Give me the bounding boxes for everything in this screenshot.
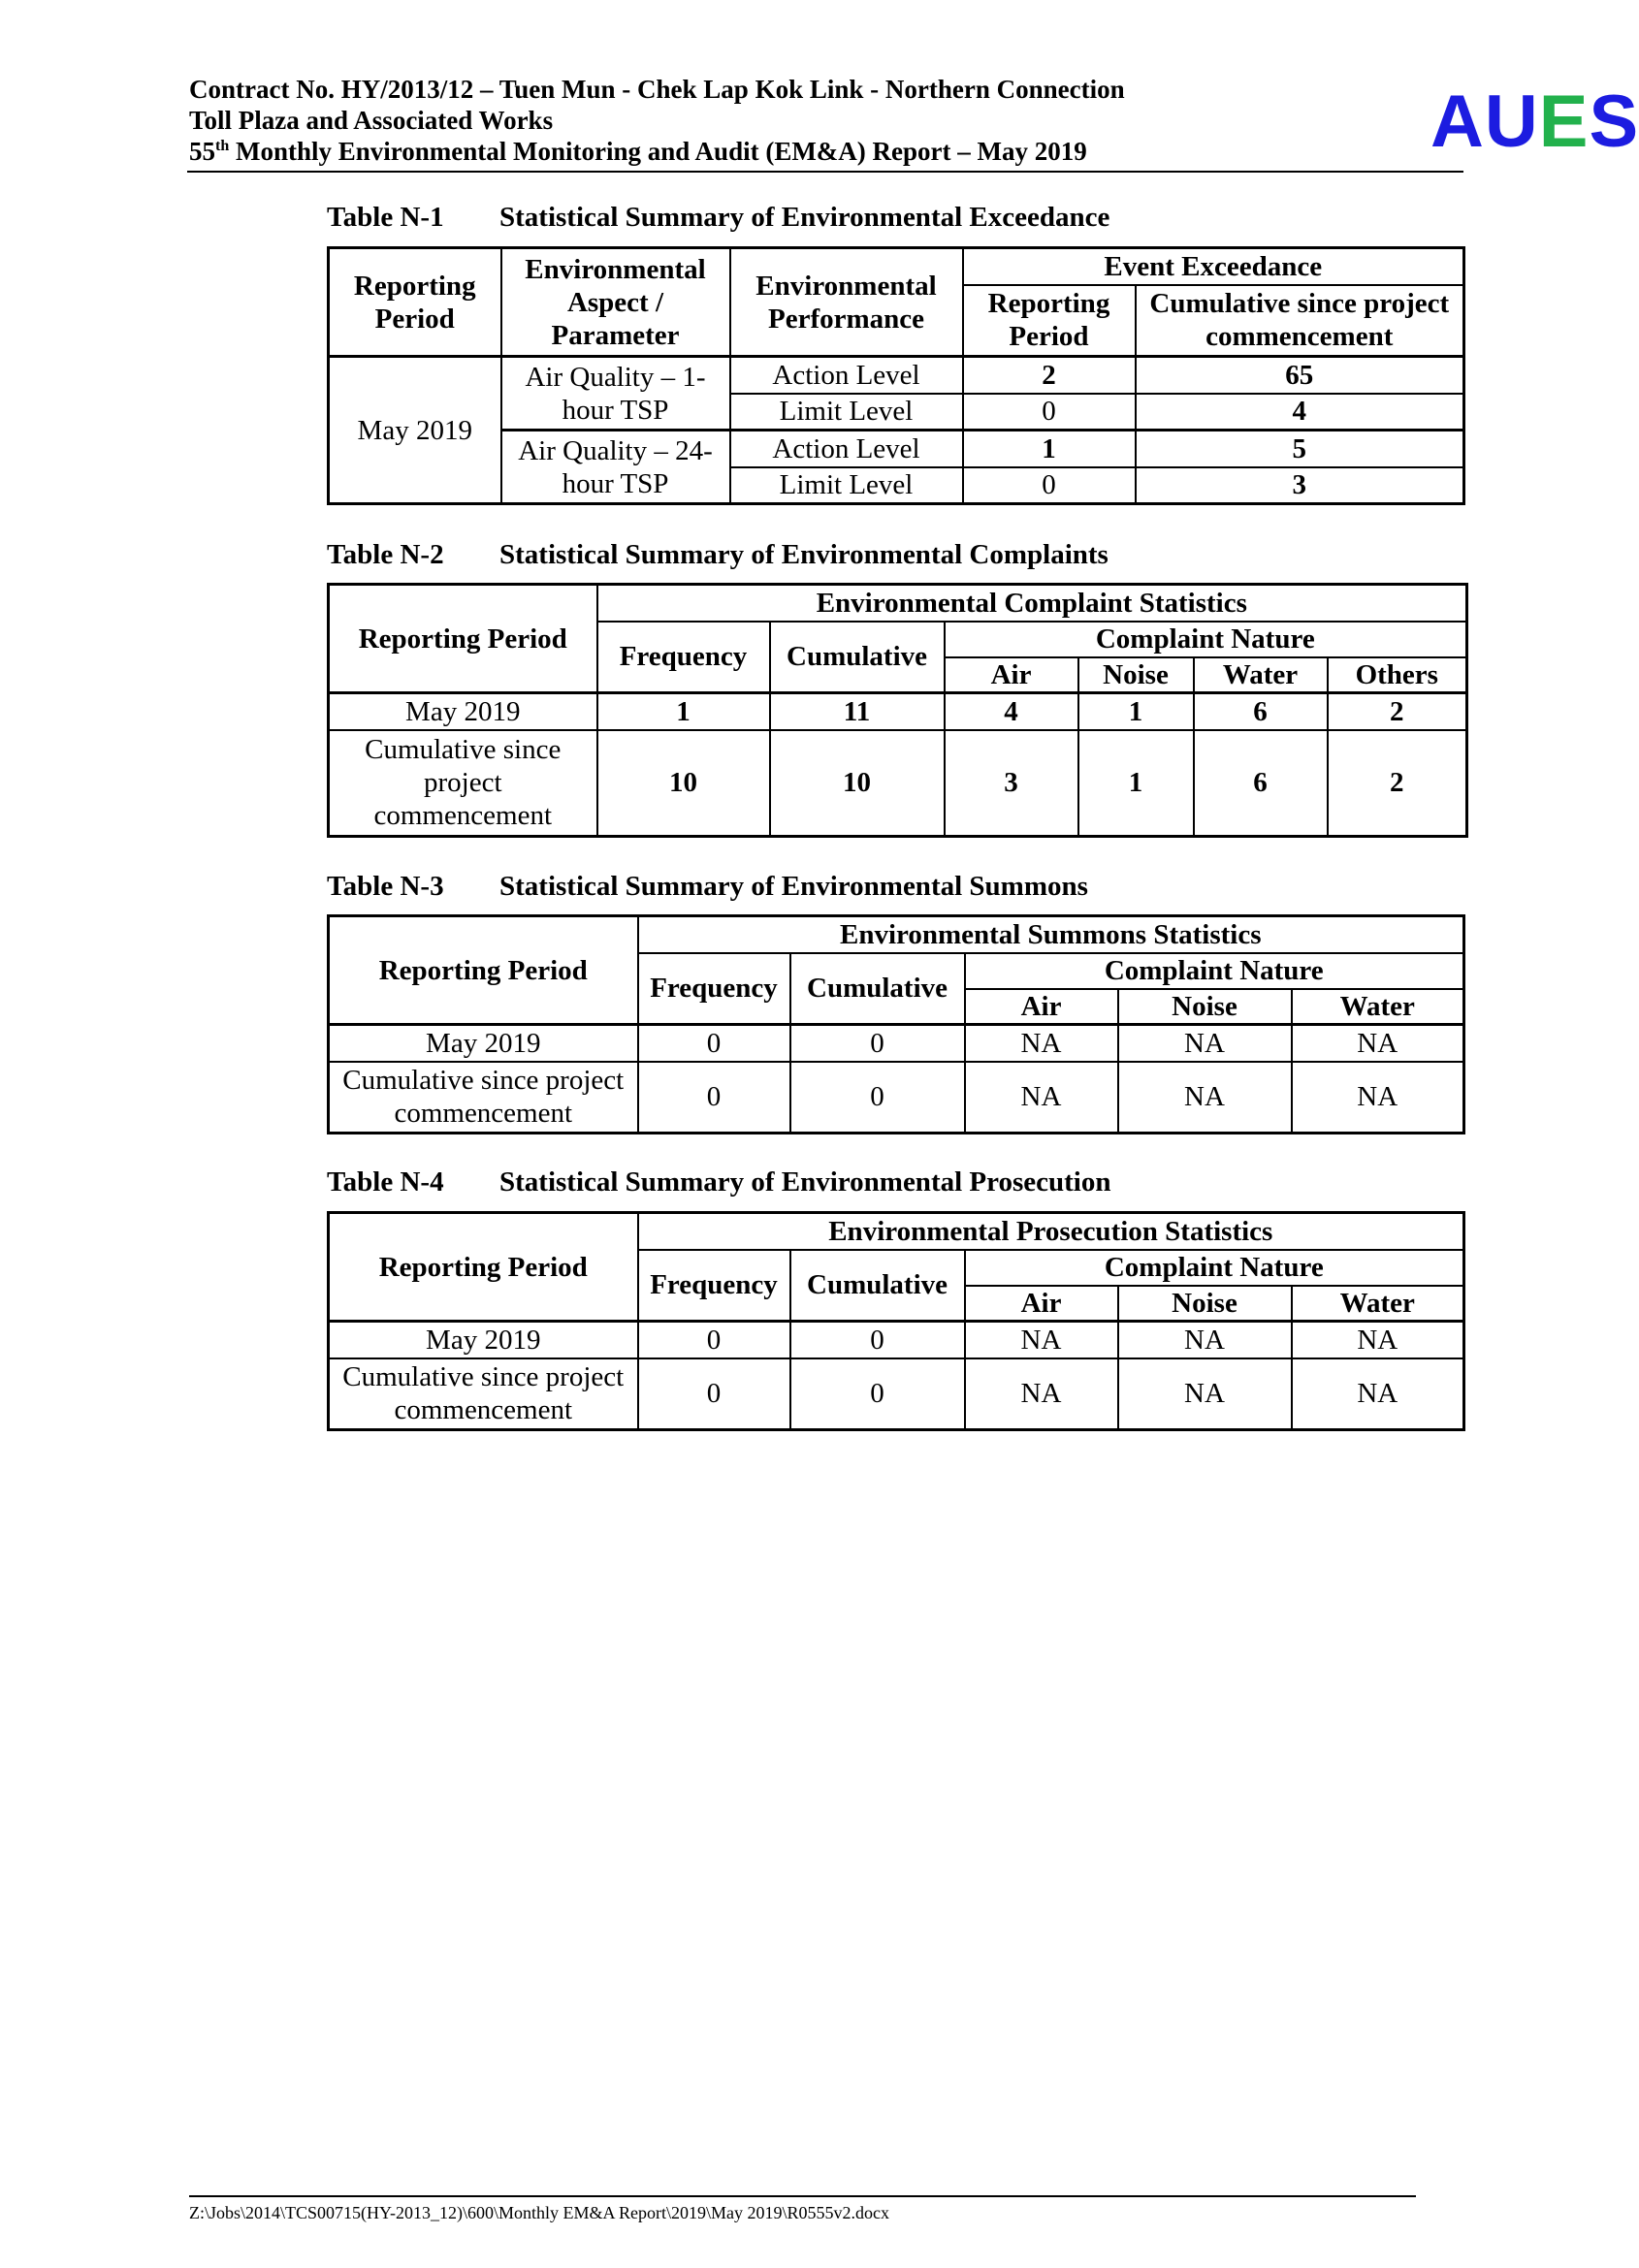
header-summons-statistics: Environmental Summons Statistics xyxy=(638,916,1464,953)
table-n4-title: Statistical Summary of Environmental Prosecution xyxy=(499,1166,1111,1198)
logo-letter-a: A xyxy=(1430,80,1485,163)
water-cell: 6 xyxy=(1194,730,1328,837)
air-cell: 4 xyxy=(945,693,1078,730)
air-cell: NA xyxy=(965,1062,1118,1134)
header-complaint-nature: Complaint Nature xyxy=(945,622,1467,657)
logo-letter-s: S xyxy=(1589,80,1639,163)
cumulative-count-cell: 4 xyxy=(1136,394,1464,431)
reporting-count-cell: 2 xyxy=(963,357,1136,394)
complaints-table xyxy=(327,583,1468,838)
header-frequency: Frequency xyxy=(638,953,790,1025)
header-prosecution-statistics: Environmental Prosecution Statistics xyxy=(638,1213,1464,1250)
header-water: Water xyxy=(1194,657,1328,693)
header-frequency: Frequency xyxy=(638,1250,790,1322)
cumulative-cell: 0 xyxy=(790,1322,965,1358)
header-performance: Environmental Performance xyxy=(730,248,963,357)
table-row xyxy=(329,1062,1464,1134)
period-cell: May 2019 xyxy=(329,357,501,504)
air-cell: NA xyxy=(965,1358,1118,1430)
table-n1-number: Table N-1 xyxy=(327,202,444,233)
table-n2-number: Table N-2 xyxy=(327,539,444,570)
water-cell: NA xyxy=(1292,1322,1464,1358)
performance-cell: Limit Level xyxy=(730,394,963,431)
header-cumulative: Cumulative xyxy=(790,953,965,1025)
header-report-line xyxy=(189,136,1460,167)
logo-letter-e: E xyxy=(1538,80,1590,163)
header-aspect: Environmental Aspect / Parameter xyxy=(501,248,730,357)
footer-file-path: Z:\Jobs\2014\TCS00715(HY-2013_12)\600\Monthly EM&A Report\2019\May 2019\R0555v2.docx xyxy=(189,2203,890,2222)
header-cumulative: Cumulative xyxy=(770,622,945,693)
water-cell: 6 xyxy=(1194,693,1328,730)
header-reporting-period: Reporting Period xyxy=(329,585,597,693)
noise-cell: NA xyxy=(1118,1322,1292,1358)
performance-cell: Action Level xyxy=(730,431,963,467)
page-header xyxy=(189,74,1639,167)
period-cell: Cumulative since project commencement xyxy=(329,730,597,837)
table-row xyxy=(329,693,1467,730)
period-cell: Cumulative since project commencement xyxy=(329,1062,638,1134)
header-contract-line: Contract No. HY/2013/12 – Tuen Mun - Chek Lap Kok Link - Northern Connection xyxy=(189,75,1125,104)
cumulative-cell: 11 xyxy=(770,693,945,730)
reporting-count-cell: 1 xyxy=(963,431,1136,467)
cumulative-cell: 10 xyxy=(770,730,945,837)
noise-cell: NA xyxy=(1118,1358,1292,1430)
header-others: Others xyxy=(1328,657,1467,693)
cumulative-count-cell: 3 xyxy=(1136,467,1464,504)
header-cumulative: Cumulative xyxy=(790,1250,965,1322)
cumulative-count-cell: 65 xyxy=(1136,357,1464,394)
frequency-cell: 0 xyxy=(638,1358,790,1430)
table-row xyxy=(329,1322,1464,1358)
table-n4-caption xyxy=(327,1166,1110,1198)
table-n2-caption xyxy=(327,539,1109,571)
header-complaint-statistics: Environmental Complaint Statistics xyxy=(597,585,1467,622)
frequency-cell: 0 xyxy=(638,1025,790,1062)
period-cell: Cumulative since project commencement xyxy=(329,1358,638,1430)
exceedance-table xyxy=(327,246,1465,505)
table-row xyxy=(329,1358,1464,1430)
cumulative-cell: 0 xyxy=(790,1025,965,1062)
header-complaint-nature: Complaint Nature xyxy=(965,953,1464,989)
header-noise: Noise xyxy=(1118,1286,1292,1322)
header-reporting-period: Reporting Period xyxy=(329,1213,638,1322)
header-sub-reporting-period: Reporting Period xyxy=(963,285,1136,357)
summons-table xyxy=(327,914,1465,1134)
cumulative-cell: 0 xyxy=(790,1358,965,1430)
table-n1-title: Statistical Summary of Environmental Exceedance xyxy=(499,202,1110,233)
header-noise: Noise xyxy=(1118,989,1292,1025)
cumulative-cell: 0 xyxy=(790,1062,965,1134)
reporting-count-cell: 0 xyxy=(963,394,1136,431)
header-noise: Noise xyxy=(1078,657,1194,693)
noise-cell: 1 xyxy=(1078,730,1194,837)
water-cell: NA xyxy=(1292,1025,1464,1062)
header-event-exceedance: Event Exceedance xyxy=(963,248,1464,285)
performance-cell: Limit Level xyxy=(730,467,963,504)
others-cell: 2 xyxy=(1328,693,1467,730)
report-number-suffix: th xyxy=(215,138,230,154)
header-air: Air xyxy=(945,657,1078,693)
table-row xyxy=(329,357,1464,394)
noise-cell: NA xyxy=(1118,1025,1292,1062)
frequency-cell: 0 xyxy=(638,1322,790,1358)
header-frequency: Frequency xyxy=(597,622,770,693)
water-cell: NA xyxy=(1292,1062,1464,1134)
header-air: Air xyxy=(965,1286,1118,1322)
header-sub-cumulative: Cumulative since project commencement xyxy=(1136,285,1464,357)
noise-cell: NA xyxy=(1118,1062,1292,1134)
header-project-line: Toll Plaza and Associated Works xyxy=(189,106,554,135)
header-reporting-period: Reporting Period xyxy=(329,248,501,357)
period-cell: May 2019 xyxy=(329,1025,638,1062)
frequency-cell: 10 xyxy=(597,730,770,837)
frequency-cell: 1 xyxy=(597,693,770,730)
table-n1-caption xyxy=(327,202,1109,234)
water-cell: NA xyxy=(1292,1358,1464,1430)
table-n3-title: Statistical Summary of Environmental Summons xyxy=(499,871,1088,902)
aues-logo xyxy=(1430,80,1639,163)
air-cell: NA xyxy=(965,1025,1118,1062)
prosecution-table xyxy=(327,1211,1465,1431)
air-cell: NA xyxy=(965,1322,1118,1358)
table-n3-caption xyxy=(327,871,1088,903)
period-cell: May 2019 xyxy=(329,1322,638,1358)
others-cell: 2 xyxy=(1328,730,1467,837)
cumulative-count-cell: 5 xyxy=(1136,431,1464,467)
header-reporting-period: Reporting Period xyxy=(329,916,638,1025)
period-cell: May 2019 xyxy=(329,693,597,730)
table-n2-title: Statistical Summary of Environmental Complaints xyxy=(499,539,1109,570)
header-divider xyxy=(187,171,1463,173)
aspect-cell: Air Quality – 24-hour TSP xyxy=(501,431,730,504)
table-row xyxy=(329,1025,1464,1062)
performance-cell: Action Level xyxy=(730,357,963,394)
report-title: Monthly Environmental Monitoring and Audit (EM&A) Report – May 2019 xyxy=(229,137,1087,166)
reporting-count-cell: 0 xyxy=(963,467,1136,504)
header-water: Water xyxy=(1292,1286,1464,1322)
air-cell: 3 xyxy=(945,730,1078,837)
logo-letter-u: U xyxy=(1484,80,1539,163)
table-row xyxy=(329,730,1467,837)
table-n4-number: Table N-4 xyxy=(327,1166,444,1198)
footer-divider xyxy=(189,2195,1416,2197)
header-water: Water xyxy=(1292,989,1464,1025)
frequency-cell: 0 xyxy=(638,1062,790,1134)
noise-cell: 1 xyxy=(1078,693,1194,730)
aspect-cell: Air Quality – 1-hour TSP xyxy=(501,357,730,431)
report-number: 55 xyxy=(189,137,215,166)
header-complaint-nature: Complaint Nature xyxy=(965,1250,1464,1286)
header-air: Air xyxy=(965,989,1118,1025)
table-n3-number: Table N-3 xyxy=(327,871,444,902)
